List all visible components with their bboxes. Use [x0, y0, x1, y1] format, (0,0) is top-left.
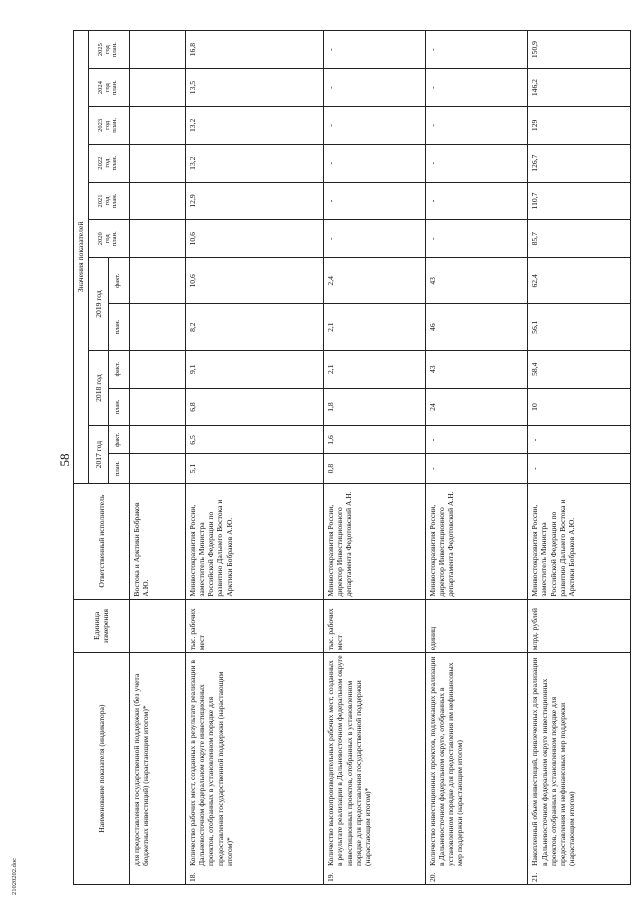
header-2017: 2017 год	[88, 426, 108, 483]
continuation-responsible: Востока и Арктики Бобраков А.Ю.	[129, 483, 186, 599]
value-cell: 46	[425, 304, 528, 350]
header-2022: 2022 год план.	[88, 144, 129, 182]
value-cell: 8,2	[186, 304, 324, 350]
value-cell: 2,1	[324, 304, 426, 350]
value-cell: 13,2	[186, 144, 324, 182]
header-unit: Единица измерения	[74, 599, 130, 653]
value-cell: -	[324, 144, 426, 182]
row-name: 20. Количество инвестиционных проектов, подлежащих реализации в Дальневосточном федеральном округе, отобранных в установленном порядке для предоставления им нефинансовых мер поддержки (нарастающим итогом)	[425, 653, 528, 885]
header-2024: 2024 год план.	[88, 69, 129, 107]
value-cell: 6,5	[186, 426, 324, 454]
value-cell: -	[425, 426, 528, 454]
value-cell: 126,7	[528, 144, 631, 182]
header-2018-plan: план.	[108, 388, 129, 426]
row-responsible: Минвостокразвития России, директор Инвестиционного департамента Федотовский А.Н.	[324, 483, 426, 599]
value-cell: -	[425, 454, 528, 483]
value-cell: -	[324, 220, 426, 258]
value-cell: 0,8	[324, 454, 426, 483]
rotated-table-container	[73, 30, 631, 885]
table-row	[186, 31, 324, 885]
value-cell: -	[528, 426, 631, 454]
row-responsible: Минвостокразвития России, заместитель Министра Российской Федерации по развитию Дальнего Востока и Арктики Бобраков А.Ю.	[528, 483, 631, 599]
value-cell: -	[528, 454, 631, 483]
value-cell: 13,2	[186, 106, 324, 144]
value-cell: 1,6	[324, 426, 426, 454]
row-unit: тыс. рабочих мест	[324, 599, 426, 653]
continuation-name: для предоставления государственной поддержки (без учета бюджетных инвестиций) (нарастающим итогом)*	[129, 653, 186, 885]
value-cell: 56,1	[528, 304, 631, 350]
table-row	[528, 31, 631, 885]
value-cell: 10	[528, 388, 631, 426]
value-cell: 43	[425, 350, 528, 388]
header-2025: 2025 год план.	[88, 31, 129, 69]
value-cell: 5,1	[186, 454, 324, 483]
row-unit: единиц	[425, 599, 528, 653]
value-cell: -	[425, 31, 528, 69]
value-cell: -	[425, 220, 528, 258]
value-cell: 1,8	[324, 388, 426, 426]
value-cell: 150,9	[528, 31, 631, 69]
value-cell: 2,4	[324, 258, 426, 304]
value-cell: 24	[425, 388, 528, 426]
header-2020: 2020 год план.	[88, 220, 129, 258]
value-cell: 110,7	[528, 182, 631, 220]
continuation-unit	[129, 599, 186, 653]
row-name: 19. Количество высокопроизводительных рабочих мест, созданных в результате реализации в Дальневосточном федеральном округе инвестиционных проектов, отобранных в установленном порядке для предоставления государственной поддержки (нарастающим итогом)*	[324, 653, 426, 885]
value-cell: 6,8	[186, 388, 324, 426]
header-values-group: Значения показателей	[74, 31, 89, 484]
value-cell: 9,1	[186, 350, 324, 388]
row-name: 18. Количество рабочих мест, созданных в результате реализации в Дальневосточном федеральном округе инвестиционных проектов, отобранных в установленном порядке для предоставления государственной поддержки (нарастающим итогом)*	[186, 653, 324, 885]
row-name: 21. Накопленный объем инвестиций, привлеченных для реализации в Дальневосточном федеральном округе инвестиционных проектов, отобранных в установленном порядке для предоставления им нефинансовых мер поддержки (нарастающим итогом)	[528, 653, 631, 885]
value-cell: 2,1	[324, 350, 426, 388]
header-2018-fact: факт.	[108, 350, 129, 388]
row-unit: тыс. рабочих мест	[186, 599, 324, 653]
value-cell: 129	[528, 106, 631, 144]
value-cell: -	[425, 144, 528, 182]
page-number: 58	[57, 453, 72, 467]
header-2021: 2021 год план.	[88, 182, 129, 220]
value-cell: -	[324, 31, 426, 69]
indicators-table	[73, 30, 631, 885]
value-cell: 13,5	[186, 69, 324, 107]
row-responsible: Минвостокразвития России, директор Инвестиционного департамента Федотовский А.Н.	[425, 483, 528, 599]
value-cell: -	[324, 69, 426, 107]
header-2018: 2018 год	[88, 350, 108, 426]
value-cell: -	[324, 182, 426, 220]
header-2023: 2023 год план.	[88, 106, 129, 144]
table-row	[425, 31, 528, 885]
header-responsible: Ответственный исполнитель	[74, 483, 130, 599]
header-2019-fact: факт.	[108, 258, 129, 304]
value-cell: 16,8	[186, 31, 324, 69]
value-cell: 10,6	[186, 258, 324, 304]
header-2017-plan: план.	[108, 454, 129, 483]
value-cell: -	[425, 182, 528, 220]
value-cell: -	[425, 69, 528, 107]
value-cell: 85,7	[528, 220, 631, 258]
header-name: Наименование показателя (индикатора)	[74, 653, 130, 885]
value-cell: -	[324, 106, 426, 144]
value-cell: 58,4	[528, 350, 631, 388]
value-cell: 43	[425, 258, 528, 304]
header-2019: 2019 год	[88, 258, 108, 351]
continuation-row	[129, 31, 186, 885]
value-cell: -	[425, 106, 528, 144]
row-responsible: Минвостокразвития России, заместитель Министра Российской Федерации по развитию Дальнего Востока и Арктики Бобраков А.Ю.	[186, 483, 324, 599]
value-cell: 12,9	[186, 182, 324, 220]
value-cell: 10,6	[186, 220, 324, 258]
table-row	[324, 31, 426, 885]
header-2019-plan: план.	[108, 304, 129, 350]
value-cell: 146,2	[528, 69, 631, 107]
row-unit: млрд. рублей	[528, 599, 631, 653]
value-cell: 62,4	[528, 258, 631, 304]
header-2017-fact: факт.	[108, 426, 129, 454]
footer-filename: 21020202.doc	[11, 857, 18, 895]
